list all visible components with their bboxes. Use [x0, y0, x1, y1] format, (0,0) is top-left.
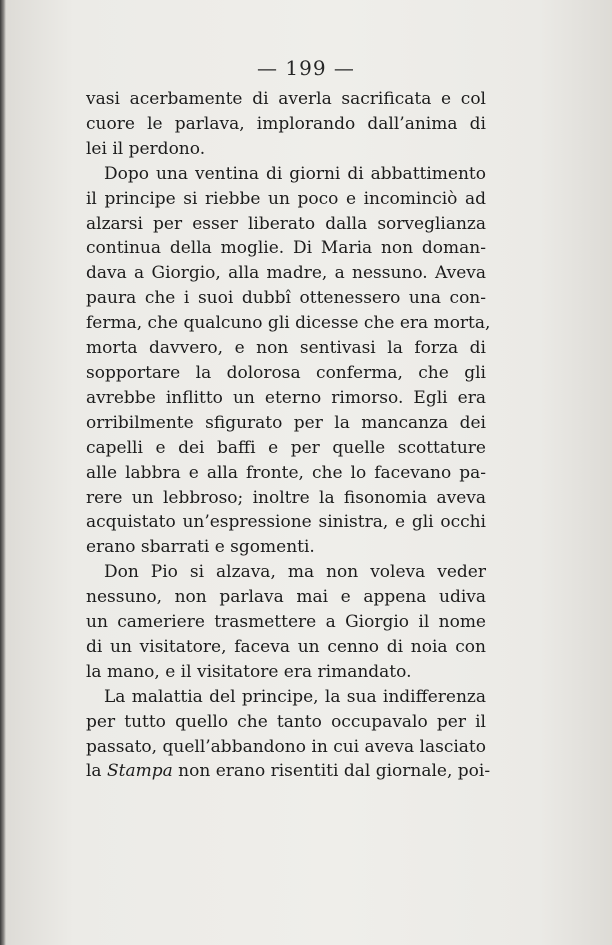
text-line: vasi acerbamente di averla sacrificata e col — [86, 89, 486, 109]
final-line-before: la — [86, 761, 107, 782]
binding-edge — [0, 0, 6, 945]
text-line: ferma, che qualcuno gli dicesse che era morta, — [86, 313, 491, 334]
text-line: La malattia del principe, la sua indifferenza — [104, 686, 486, 707]
paragraph-3 — [86, 560, 486, 685]
text-line: cuore le parlava, implorando dall’anima di — [86, 113, 486, 134]
text-line: alzarsi per esser liberato dalla sorveglianza — [86, 213, 486, 234]
paragraph-2 — [86, 162, 491, 561]
text-line: erano sbarrati e sgomenti. — [86, 537, 315, 558]
text-line: nessuno, non parlava mai e appena udiva — [86, 587, 486, 608]
text-line: il principe si riebbe un poco e incominciò ad — [86, 188, 486, 209]
text-line: Dopo una ventina di giorni di abbattimento — [104, 163, 486, 184]
final-line-after: non erano risentiti dal giornale, poi- — [172, 761, 491, 782]
text-line: acquistato un’espressione sinistra, e gli occhi — [86, 512, 486, 533]
text-line: la mano, e il visitatore era rimandato. — [86, 661, 412, 682]
text-line: rere un lebbroso; inoltre la fisonomia aveva — [86, 487, 486, 508]
text-line: continua della moglie. Di Maria non doman- — [86, 238, 486, 259]
text-line: Don Pio si alzava, ma non voleva veder — [104, 562, 486, 583]
paragraph-1 — [86, 87, 486, 162]
text-line: orribilmente sfigurato per la mancanza dei — [86, 412, 486, 433]
text-line: passato, quell’abbandono in cui aveva lasciato — [86, 736, 486, 757]
text-line: alle labbra e alla fronte, che lo facevano pa- — [86, 462, 486, 483]
text-line-final — [86, 759, 491, 784]
body-text — [86, 87, 491, 784]
page-number: — 199 — — [257, 56, 355, 80]
text-line: paura che i suoi dubbî ottenessero una con- — [86, 288, 486, 309]
text-line: avrebbe inflitto un eterno rimorso. Egli era — [86, 387, 486, 408]
text-line: capelli e dei baffi e per quelle scottature — [86, 437, 486, 458]
text-line: di un visitatore, faceva un cenno di noia con — [86, 636, 486, 657]
text-line: per tutto quello che tanto occupavalo per il — [86, 711, 486, 732]
text-line: lei il perdono. — [86, 138, 206, 159]
text-line: morta davvero, e non sentivasi la forza di — [86, 338, 486, 359]
text-line: un cameriere trasmettere a Giorgio il nome — [86, 612, 486, 633]
paragraph-4 — [86, 685, 491, 785]
text-line: dava a Giorgio, alla madre, a nessuno. Aveva — [86, 263, 486, 284]
italic-newspaper-title: Stampa — [106, 761, 173, 782]
text-line: sopportare la dolorosa conferma, che gli — [86, 362, 486, 383]
